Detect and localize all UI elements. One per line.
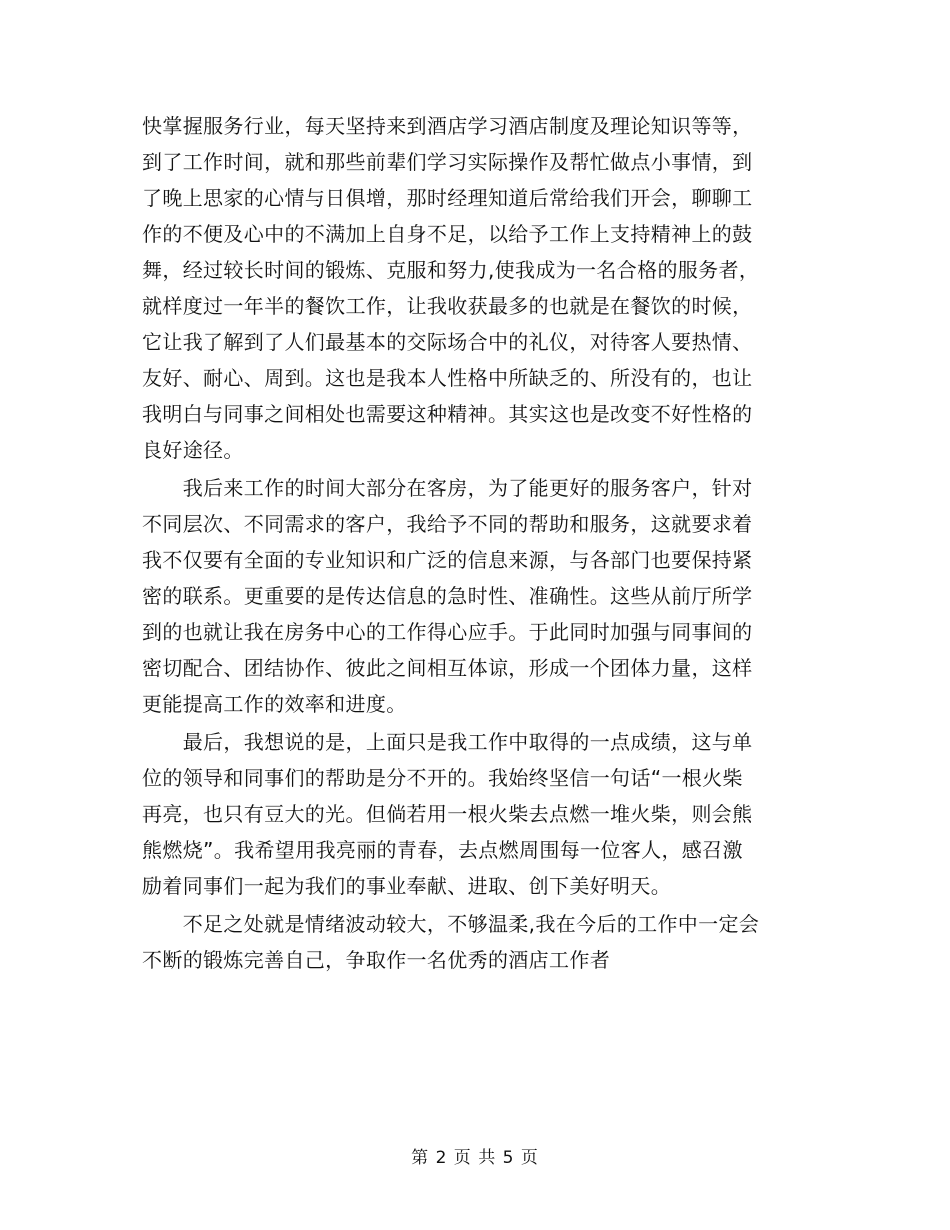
body-text-line: 最后，我想说的是，上面只是我工作中取得的一点成绩，这与单 [142,730,753,754]
body-text-line: 了晚上思家的心情与日俱增，那时经理知道后常给我们开会，聊聊工 [142,186,753,210]
body-text-line: 不同层次、不同需求的客户，我给予不同的帮助和服务，这就要求着 [142,512,753,536]
body-text-line: 不足之处就是情绪波动较大，不够温柔,我在今后的工作中一定会 [142,912,760,936]
body-text-line: 我明白与同事之间相处也需要这种精神。其实这也是改变不好性格的 [142,402,753,426]
page-number-footer: 第 2 页 共 5 页 [411,1148,539,1168]
body-text-line: 熊燃烧”。我希望用我亮丽的青春，去点燃周围每一位客人，感召激 [142,838,743,862]
body-text-line: 励着同事们一起为我们的事业奉献、进取、创下美好明天。 [142,874,672,898]
body-text-line: 到的也就让我在房务中心的工作得心应手。于此同时加强与同事间的 [142,620,753,644]
body-text-line: 它让我了解到了人们最基本的交际场合中的礼仪，对待客人要热情、 [142,330,753,354]
body-text-line: 舞，经过较长时间的锻炼、克服和努力,使我成为一名合格的服务者， [142,258,760,282]
body-text-line: 到了工作时间，就和那些前辈们学习实际操作及帮忙做点小事情，到 [142,150,753,174]
body-text-line: 不断的锻炼完善自己，争取作一名优秀的酒店工作者 [142,948,611,972]
body-text-line: 快掌握服务行业，每天坚持来到酒店学习酒店制度及理论知识等等， [142,114,753,138]
body-text-line: 就样度过一年半的餐饮工作，让我收获最多的也就是在餐饮的时候， [142,294,753,318]
body-text-line: 我不仅要有全面的专业知识和广泛的信息来源，与各部门也要保持紧 [142,548,753,572]
body-text-line: 我后来工作的时间大部分在客房，为了能更好的服务客户，针对 [142,476,753,500]
body-text-line: 密切配合、团结协作、彼此之间相互体谅，形成一个团体力量，这样 [142,656,753,680]
body-text-line: 良好途径。 [142,438,244,462]
body-text-line: 位的领导和同事们的帮助是分不开的。我始终坚信一句话“一根火柴 [142,766,743,790]
body-text-line: 更能提高工作的效率和进度。 [142,692,407,716]
body-text-line: 友好、耐心、周到。这也是我本人性格中所缺乏的、所没有的，也让 [142,366,753,390]
body-text-line: 再亮，也只有豆大的光。但倘若用一根火柴去点燃一堆火柴，则会熊 [142,802,753,826]
body-text-line: 密的联系。更重要的是传达信息的急时性、准确性。这些从前厅所学 [142,584,753,608]
body-text-line: 作的不便及心中的不满加上自身不足，以给予工作上支持精神上的鼓 [142,222,753,246]
